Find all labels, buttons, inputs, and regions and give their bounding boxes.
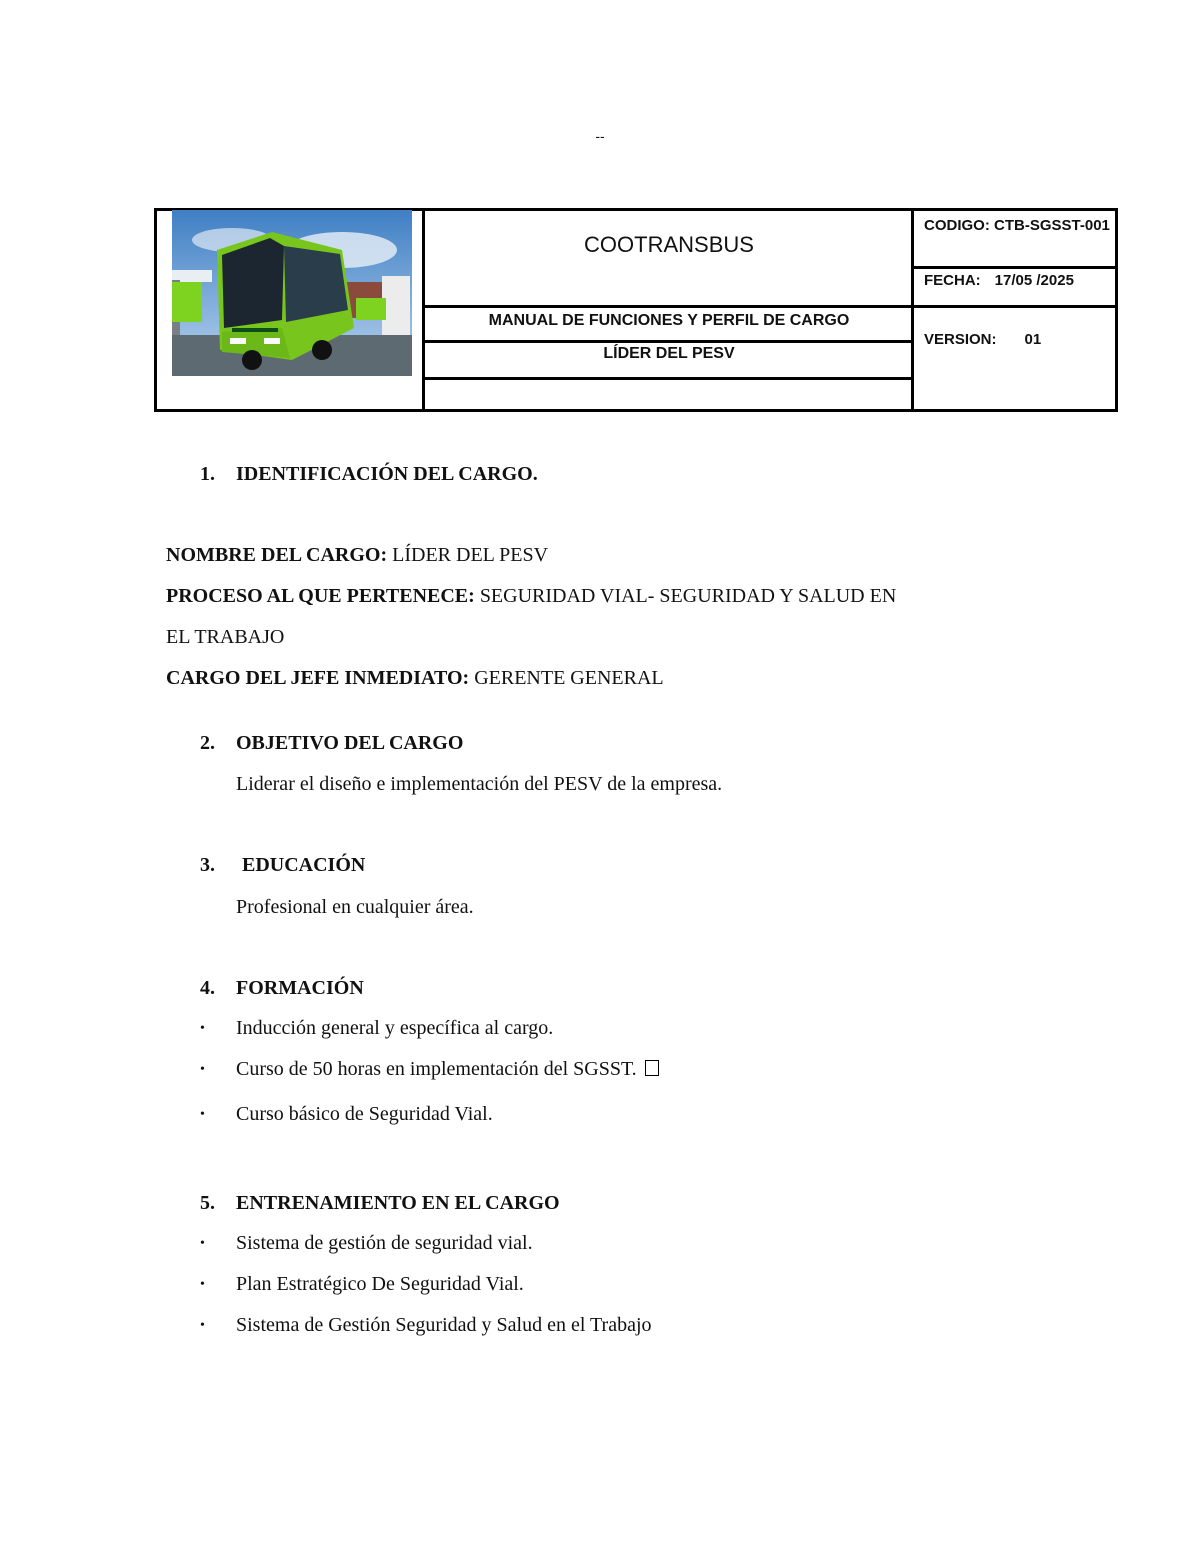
section-number: 5. bbox=[200, 1192, 215, 1214]
version-label: VERSION: bbox=[924, 331, 997, 348]
section-number: 3. bbox=[200, 854, 215, 876]
codigo-label: CODIGO: bbox=[924, 217, 990, 234]
bus-photo-icon bbox=[172, 210, 412, 376]
list-item: Sistema de gestión de seguridad vial. bbox=[236, 1232, 533, 1254]
list-item: Plan Estratégico De Seguridad Vial. bbox=[236, 1273, 524, 1295]
fecha-value: 17/05 /2025 bbox=[994, 272, 1074, 289]
list-item: Curso básico de Seguridad Vial. bbox=[236, 1103, 493, 1125]
company-name: COOTRANSBUS bbox=[584, 232, 754, 257]
list-item bbox=[236, 1058, 659, 1081]
section-title: EDUCACIÓN bbox=[242, 854, 366, 876]
version-field bbox=[924, 331, 1041, 348]
jefe-row bbox=[166, 667, 664, 690]
position-title: LÍDER DEL PESV bbox=[603, 345, 735, 362]
manual-title: MANUAL DE FUNCIONES Y PERFIL DE CARGO bbox=[488, 312, 850, 329]
section-title: FORMACIÓN bbox=[236, 977, 364, 999]
bullet-icon: • bbox=[200, 1021, 205, 1036]
jefe-value: GERENTE GENERAL bbox=[474, 667, 664, 689]
list-item: Inducción general y específica al cargo. bbox=[236, 1017, 554, 1039]
proceso-label: PROCESO AL QUE PERTENECE: bbox=[166, 585, 475, 607]
bullet-icon: • bbox=[200, 1318, 205, 1333]
version-value: 01 bbox=[1024, 331, 1042, 348]
bullet-icon: • bbox=[200, 1107, 205, 1122]
nombre-row bbox=[166, 544, 548, 567]
section-number: 1. bbox=[200, 463, 215, 485]
section-title: OBJETIVO DEL CARGO bbox=[236, 732, 464, 754]
empty-box-icon bbox=[645, 1060, 659, 1076]
section-text: Profesional en cualquier área. bbox=[236, 896, 474, 918]
section-title: IDENTIFICACIÓN DEL CARGO. bbox=[236, 463, 538, 485]
bullet-icon: • bbox=[200, 1062, 205, 1077]
jefe-label: CARGO DEL JEFE INMEDIATO: bbox=[166, 667, 470, 689]
list-item: Sistema de Gestión Seguridad y Salud en el Trabajo bbox=[236, 1314, 652, 1336]
fecha-label: FECHA: bbox=[924, 272, 981, 289]
nombre-value: LÍDER DEL PESV bbox=[392, 544, 549, 566]
codigo-value: CTB-SGSST-001 bbox=[994, 217, 1110, 234]
bullet-icon: • bbox=[200, 1236, 205, 1251]
proceso-row-cont: EL TRABAJO bbox=[166, 626, 285, 648]
codigo-field bbox=[924, 213, 1114, 239]
proceso-row bbox=[166, 585, 896, 608]
bullet-icon: • bbox=[200, 1277, 205, 1292]
proceso-value: SEGURIDAD VIAL- SEGURIDAD Y SALUD EN bbox=[479, 585, 897, 607]
nombre-label: NOMBRE DEL CARGO: bbox=[166, 544, 388, 566]
section-title: ENTRENAMIENTO EN EL CARGO bbox=[236, 1192, 560, 1214]
section-number: 2. bbox=[200, 732, 215, 754]
list-item-text: Curso de 50 horas en implementación del SGSST. bbox=[236, 1058, 637, 1080]
top-mark: -- bbox=[595, 128, 605, 144]
section-number: 4. bbox=[200, 977, 215, 999]
fecha-field bbox=[924, 272, 1074, 289]
section-text: Liderar el diseño e implementación del PESV de la empresa. bbox=[236, 773, 723, 795]
